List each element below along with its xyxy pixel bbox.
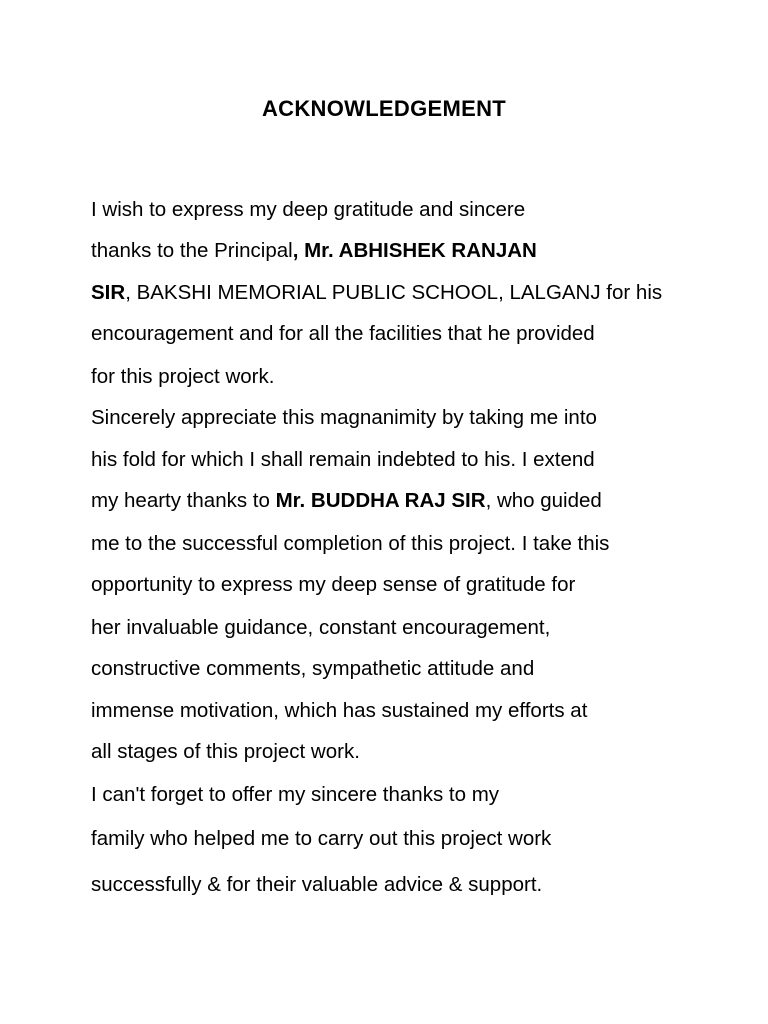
paragraph-line (91, 871, 542, 899)
line-text: successfully & for their valuable advice & support. (91, 873, 543, 896)
paragraph-line (91, 404, 597, 432)
paragraph-line (91, 363, 274, 391)
line-text: I wish to express my deep gratitude and sincere (91, 198, 526, 221)
paragraph-line (91, 738, 360, 766)
paragraph-line (91, 196, 525, 224)
line-text: me to the successful completion of this project. I take this (91, 532, 610, 555)
line-text: , who guided (485, 489, 602, 512)
paragraph-line (91, 571, 575, 599)
principal-title: SIR (91, 281, 126, 304)
line-text: her invaluable guidance, constant encouragement, (91, 616, 551, 639)
line-text: his fold for which I shall remain indebted to his. I extend (91, 448, 595, 471)
paragraph-line (91, 320, 595, 348)
paragraph-line (91, 781, 499, 809)
line-text: Sincerely appreciate this magnanimity by taking me into (91, 406, 597, 429)
principal-name: , Mr. ABHISHEK RANJAN (292, 239, 537, 262)
paragraph-line (91, 614, 550, 642)
paragraph-line (91, 487, 602, 515)
paragraph-line (91, 530, 609, 558)
line-text: thanks to the Principal (91, 239, 293, 262)
paragraph-line (91, 279, 662, 307)
guide-name: Mr. BUDDHA RAJ SIR (275, 489, 486, 512)
paragraph-line (91, 446, 595, 474)
paragraph-line (91, 825, 551, 853)
line-text: all stages of this project work. (91, 740, 360, 763)
paragraph-line (91, 697, 587, 725)
line-text: my hearty thanks to (91, 489, 276, 512)
line-text: constructive comments, sympathetic attitude and (91, 657, 535, 680)
paragraph-line (91, 655, 534, 683)
line-text: immense motivation, which has sustained my efforts at (91, 699, 588, 722)
line-text: family who helped me to carry out this project work (91, 827, 552, 850)
page-title: ACKNOWLEDGEMENT (261, 96, 507, 121)
line-text: I can't forget to offer my sincere thanks to my (91, 783, 500, 806)
line-text: encouragement and for all the facilities that he provided (91, 322, 595, 345)
line-text: , BAKSHI MEMORIAL PUBLIC SCHOOL, LALGANJ for his (125, 281, 663, 304)
line-text: for this project work. (91, 365, 275, 388)
line-text: opportunity to express my deep sense of gratitude for (91, 573, 576, 596)
paragraph-line (91, 237, 537, 265)
